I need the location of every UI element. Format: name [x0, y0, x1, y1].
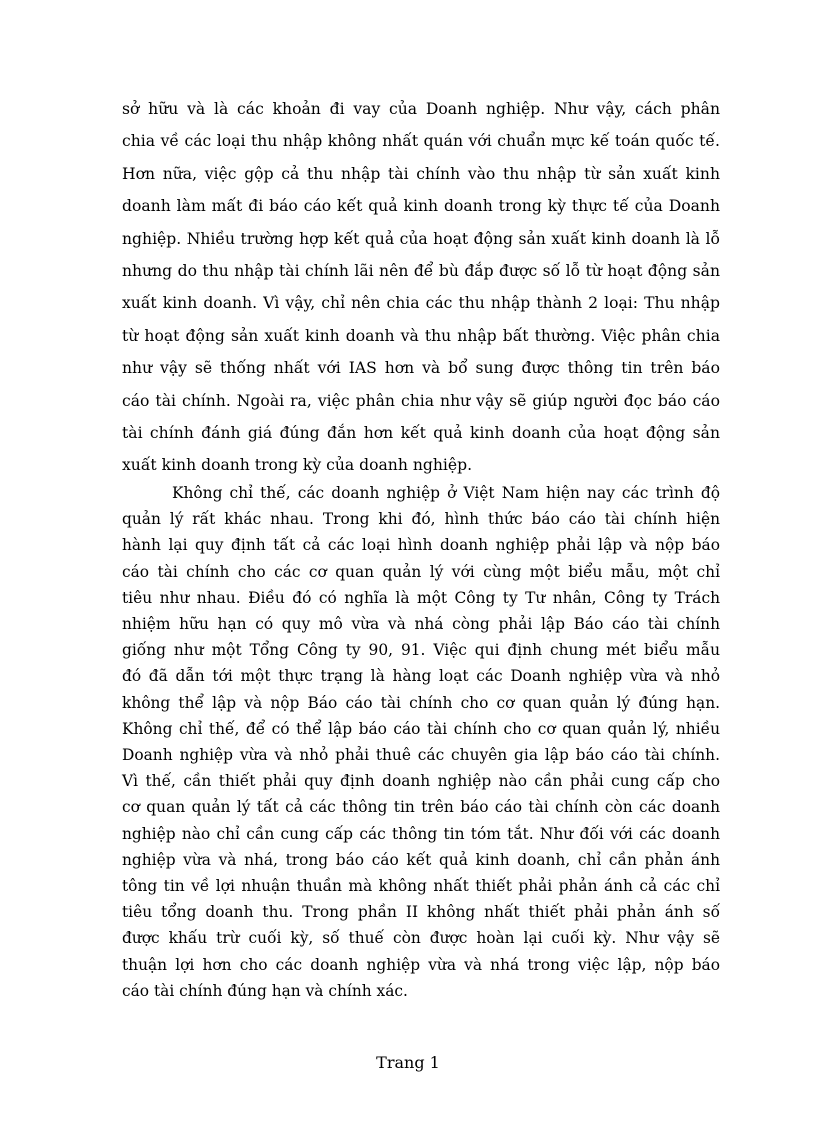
- text-line: Hơn nữa, việc gộp cả thu nhập tài chính vào thu nhập từ sản xuất kinh: [122, 164, 720, 183]
- paragraph-2: [122, 480, 720, 1004]
- text-line: đó đã dẫn tới một thực trạng là hàng loạt các Doanh nghiệp vừa và nhỏ: [122, 667, 720, 686]
- page-footer: Trang 1: [376, 1053, 440, 1072]
- text-line: nghiệp nào chỉ cần cung cấp các thông tin tóm tắt. Như đối với các doanh: [122, 824, 720, 843]
- text-line: tiêu tổng doanh thu. Trong phần II không nhất thiết phải phản ánh số: [122, 903, 720, 922]
- text-line: nghiệp vừa và nhá, trong báo cáo kết quả kinh doanh, chỉ cần phản ánh: [122, 850, 720, 869]
- text-line: cáo tài chính cho các cơ quan quản lý với cùng một biểu mẫu, một chỉ: [122, 562, 720, 581]
- text-line: nhiệm hữu hạn có quy mô vừa và nhá còng phải lập Báo cáo tài chính: [122, 615, 720, 634]
- text-line: cáo tài chính đúng hạn và chính xác.: [122, 981, 408, 1000]
- text-line: giống như một Tổng Công ty 90, 91. Việc qui định chung mét biểu mẫu: [122, 641, 720, 660]
- text-line: chia về các loại thu nhập không nhất quán với chuẩn mực kế toán quốc tế.: [122, 132, 720, 151]
- text-line: được khấu trừ cuối kỳ, số thuế còn được hoàn lại cuối kỳ. Như vậy sẽ: [122, 929, 720, 948]
- text-line: xuất kinh doanh. Vì vậy, chỉ nên chia các thu nhập thành 2 loại: Thu nhập: [122, 294, 720, 313]
- text-line: nhưng do thu nhập tài chính lãi nên để bù đắp được số lỗ từ hoạt động sản: [122, 262, 720, 281]
- text-line: Doanh nghiệp vừa và nhỏ phải thuê các chuyên gia lập báo cáo tài chính.: [122, 746, 720, 765]
- text-line: quản lý rất khác nhau. Trong khi đó, hình thức báo cáo tài chính hiện: [122, 510, 720, 529]
- text-line: nghiệp. Nhiều trường hợp kết quả của hoạt động sản xuất kinh doanh là lỗ: [122, 229, 720, 248]
- text-line: tiêu như nhau. Điều đó có nghĩa là một Công ty Tư nhân, Công ty Trách: [122, 588, 720, 607]
- text-line: Không chỉ thế, để có thể lập báo cáo tài chính cho cơ quan quản lý, nhiều: [122, 719, 720, 738]
- text-line: cáo tài chính. Ngoài ra, việc phân chia như vậy sẽ giúp người đọc báo cáo: [122, 391, 720, 410]
- text-line: thuận lợi hơn cho các doanh nghiệp vừa và nhá trong việc lập, nộp báo: [122, 955, 720, 974]
- text-line: tông tin về lợi nhuận thuần mà không nhất thiết phải phản ánh cả các chỉ: [122, 877, 720, 896]
- text-line: tài chính đánh giá đúng đắn hơn kết quả kinh doanh của hoạt động sản: [122, 424, 720, 443]
- text-line: Không chỉ thế, các doanh nghiệp ở Việt Nam hiện nay các trình độ: [172, 484, 720, 502]
- text-line: xuất kinh doanh trong kỳ của doanh nghiệp.: [122, 456, 473, 475]
- text-line: cơ quan quản lý tất cả các thông tin trên báo cáo tài chính còn các doanh: [122, 798, 720, 817]
- text-line: doanh làm mất đi báo cáo kết quả kinh doanh trong kỳ thực tế của Doanh: [122, 197, 720, 216]
- text-line: từ hoạt động sản xuất kinh doanh và thu nhập bất thường. Việc phân chia: [122, 326, 720, 345]
- text-line: không thể lập và nộp Báo cáo tài chính cho cơ quan quản lý đúng hạn.: [122, 693, 720, 712]
- text-line: sở hữu và là các khoản đi vay của Doanh nghiệp. Như vậy, cách phân: [122, 100, 720, 118]
- paragraph-1: [122, 93, 720, 482]
- text-line: như vậy sẽ thống nhất với IAS hơn và bổ sung được thông tin trên báo: [122, 359, 720, 378]
- text-line: Vì thế, cần thiết phải quy định doanh nghiệp nào cần phải cung cấp cho: [122, 772, 720, 791]
- text-line: hành lại quy định tất cả các loại hình doanh nghiệp phải lập và nộp báo: [122, 536, 720, 555]
